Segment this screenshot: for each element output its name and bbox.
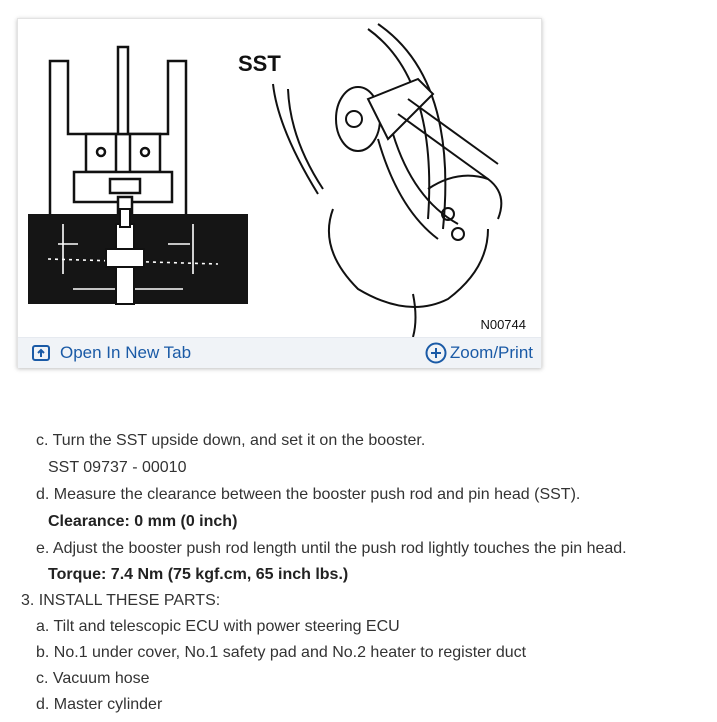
list-item: c. Vacuum hose [36,670,150,687]
open-in-new-tab-link[interactable] [32,342,191,364]
zoom-print-label: Zoom/Print [449,343,533,362]
step-c-text: c. Turn the SST upside down, and set it on the booster. [36,432,426,449]
step-e-torque: Torque: 7.4 Nm (75 kgf.cm, 65 inch lbs.) [48,566,349,583]
step-c-sst-number: SST 09737 - 00010 [48,459,187,476]
zoom-plus-icon [425,342,447,364]
zoom-print-link[interactable] [425,342,533,364]
open-new-tab-icon [32,345,50,361]
step-e-text: e. Adjust the booster push rod length until the push rod lightly touches the pin head. [36,540,627,557]
figure-card [17,18,542,368]
list-item: d. Master cylinder [36,696,163,713]
sst-label: SST [238,51,281,76]
open-in-new-tab-label: Open In New Tab [60,343,192,362]
figure-action-bar [18,337,541,368]
sst-diagram-image [18,19,541,337]
list-item: a. Tilt and telescopic ECU with power steering ECU [36,618,400,635]
list-item: b. No.1 under cover, No.1 safety pad and No.2 heater to register duct [36,644,527,661]
section-3-title: 3. INSTALL THESE PARTS: [21,592,221,609]
step-d-clearance: Clearance: 0 mm (0 inch) [48,513,238,530]
step-d-text: d. Measure the clearance between the booster push rod and pin head (SST). [36,486,581,503]
figure-id: N00744 [480,317,526,332]
